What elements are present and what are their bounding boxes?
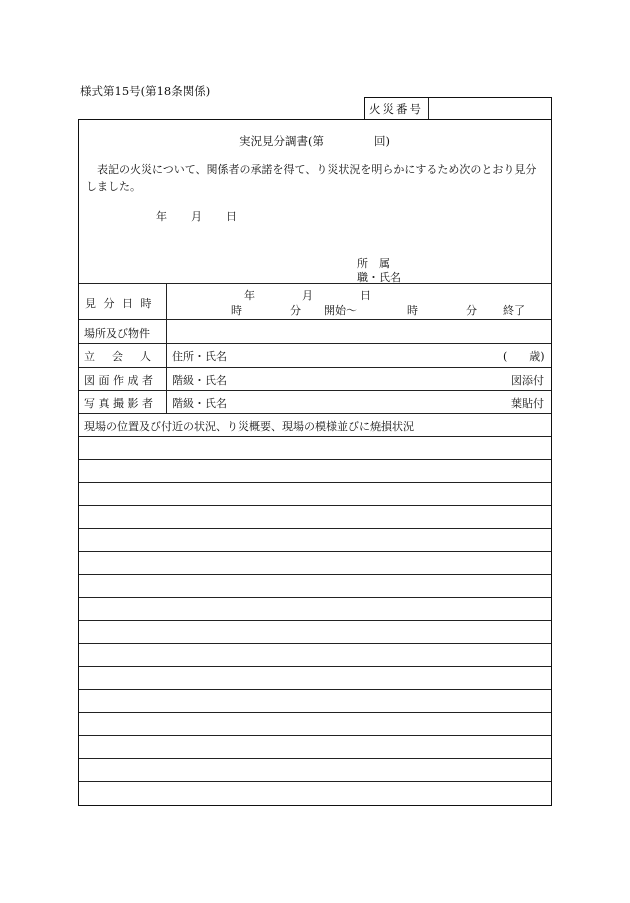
row-line: [79, 343, 551, 344]
ruled-line: [79, 551, 551, 552]
ruled-line: [79, 666, 551, 667]
date-month: 月: [191, 210, 202, 223]
ruled-line: [79, 758, 551, 759]
location-field[interactable]: [170, 322, 548, 340]
document-title: 実況見分調書(第: [239, 134, 324, 148]
row-line: [79, 319, 551, 320]
ruled-line: [79, 689, 551, 690]
ruled-line: [79, 574, 551, 575]
inspection-start: 開始～: [324, 304, 357, 317]
location-label: 場所及び物件: [84, 327, 150, 340]
report-frame: [78, 119, 552, 806]
ruled-line: [79, 436, 551, 437]
row-line: [79, 283, 551, 284]
witness-age: ( 歳): [503, 350, 545, 363]
inspection-month: 月: [302, 289, 313, 302]
intro-text: 表記の火災について、関係者の承諾を得て、り災状況を明らかにするため次のとおり見分しました。: [86, 163, 537, 193]
inspection-datetime-label: 見 分 日 時: [85, 297, 154, 310]
inspection-end: 終了: [503, 304, 525, 317]
rank-name-label: 職・氏名: [357, 271, 401, 284]
row-line: [79, 390, 551, 391]
inspection-year: 年: [244, 289, 255, 302]
photo-attached-note: 葉貼付: [511, 397, 544, 410]
inspection-day: 日: [360, 289, 371, 302]
document-title-suffix: 回): [374, 134, 390, 148]
date-day: 日: [226, 210, 237, 223]
witness-field-label: 住所・氏名: [172, 350, 227, 363]
ruled-line: [79, 620, 551, 621]
fire-number-label: 火災番号: [369, 102, 423, 116]
inspection-hour: 時: [231, 304, 242, 317]
diagram-maker-field-label: 階級・氏名: [172, 374, 227, 387]
diagram-attached-note: 図添付: [511, 374, 544, 387]
inspection-minute-end: 分: [466, 304, 477, 317]
fire-number-divider: [428, 98, 429, 119]
fire-number-field[interactable]: [433, 101, 548, 117]
row-line: [79, 413, 551, 414]
row-line: [79, 367, 551, 368]
inspection-hour-end: 時: [407, 304, 418, 317]
affiliation-label: 所 属: [357, 257, 390, 270]
ruled-line: [79, 505, 551, 506]
ruled-line: [79, 643, 551, 644]
diagram-maker-label: 図 面 作 成 者: [84, 374, 153, 387]
inspection-minute: 分: [290, 304, 301, 317]
ruled-line: [79, 781, 551, 782]
ruled-line: [79, 735, 551, 736]
label-column-divider: [166, 284, 167, 413]
photographer-label: 写 真 撮 影 者: [84, 397, 153, 410]
ruled-line: [79, 459, 551, 460]
ruled-line: [79, 482, 551, 483]
ruled-line: [79, 597, 551, 598]
ruled-line: [79, 712, 551, 713]
witness-label: 立 会 人: [84, 350, 154, 363]
date-year: 年: [156, 210, 167, 223]
narrative-heading: 現場の位置及び付近の状況、り災概要、現場の模様並びに焼損状況: [84, 420, 414, 433]
ruled-line: [79, 528, 551, 529]
photographer-field-label: 階級・氏名: [172, 397, 227, 410]
form-label: 様式第15号(第18条関係): [80, 84, 211, 98]
